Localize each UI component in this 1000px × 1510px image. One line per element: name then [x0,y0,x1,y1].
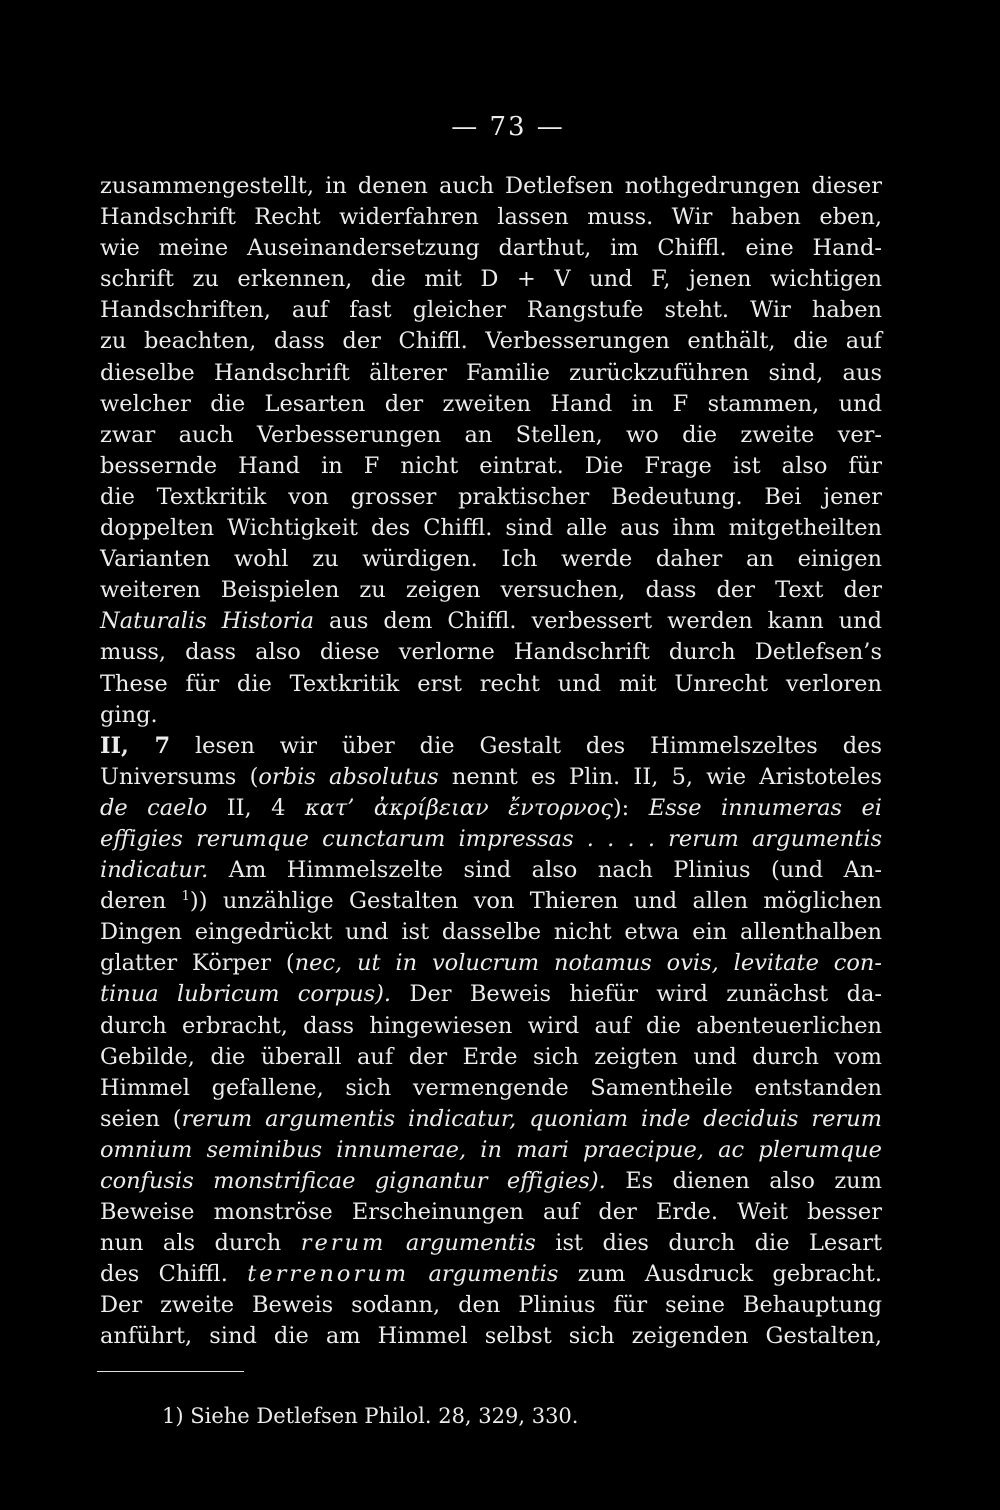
text-segment: Beweise monströse Erscheinungen auf der Erde. Weit besser [100,1199,882,1226]
text-segment: zusammengestellt, in denen auch Detlefsen nothgedrungen dieser [100,173,882,199]
text-line [100,264,882,295]
text-line [100,1321,882,1352]
text-line [100,979,882,1010]
body-text [100,171,882,1353]
text-line [100,1073,882,1104]
text-line [100,1011,882,1042]
text-segment: deren [100,888,182,915]
text-segment: aus dem Chiffl. verbessert werden kann und [314,608,883,635]
text-line [100,606,882,637]
text-segment: Handschriften, auf fast gleicher Rangstufe steht. Wir haben [100,297,882,324]
text-line [100,762,882,793]
styled-text: nec, ut in volucrum notamus ovis, levitate con- [294,950,883,977]
styled-text: κατ’ ἀκρίβειαν ἔντορνος [304,794,613,821]
text-segment: These für die Textkritik erst recht und mit Unrecht verloren [100,670,882,697]
styled-text: effigies rerumque cunctarum impressas . . . . rerum argumentis [100,825,882,852]
styled-text: rerum argumentis indicatur, quoniam inde deciduis rerum [181,1105,883,1132]
text-line [100,233,882,264]
styled-text: orbis absolutus [258,763,439,790]
styled-text: 1 [181,889,190,905]
text-line [100,886,882,917]
text-segment: )) unzählige Gestalten von Thieren und allen möglichen [189,888,883,915]
text-segment: weiteren Beispielen zu zeigen versuchen, dass der Text der [100,577,882,604]
text-line [100,731,882,762]
text-segment: zu beachten, dass der Chiffl. Verbesserungen enthält, die auf [100,328,882,355]
styled-text: indicatur. [100,857,209,884]
text-segment: ): [612,794,649,821]
text-segment: durch erbracht, dass hingewiesen wird auf die abenteuerlichen [100,1012,882,1039]
text-segment: lesen wir über die Gestalt des Himmelszeltes des [170,732,882,759]
text-segment: zwar auch Verbesserungen an Stellen, wo die zweite ver- [100,421,882,448]
styled-text: tinua lubricum corpus). [100,981,392,1008]
styled-text: omnium seminibus innumerae, in mari praecipue, ac plerumque [100,1136,882,1163]
text-line [100,1042,882,1073]
styled-text: confusis monstrificae gignantur effigies). [100,1168,606,1194]
styled-text: de caelo [100,794,208,821]
text-segment: Varianten wohl zu würdigen. Ich werde daher an einigen [100,546,882,573]
text-segment [409,1261,428,1287]
text-segment: Himmel gefallene, sich vermengende Samentheile entstanden [100,1074,882,1101]
text-segment [386,1230,405,1256]
text-line [100,295,882,326]
text-segment: Handschrift Recht widerfahren lassen muss. Wir haben eben, [100,204,882,231]
text-line [100,1259,882,1290]
text-line [100,637,882,668]
text-line [100,451,882,482]
text-segment: seien ( [100,1105,182,1132]
text-line [100,358,882,389]
styled-text: II, 7 [100,732,171,759]
text-segment: II, 4 [207,794,305,821]
text-line [100,326,882,357]
text-line [100,1290,882,1321]
text-segment: bessernde Hand in F nicht eintrat. Die Frage ist also für [100,452,882,479]
text-segment: ging. [100,701,158,728]
text-line [100,389,882,420]
text-line [100,669,882,700]
text-segment: nun als durch [100,1230,301,1257]
text-line [100,1228,882,1259]
page-number: — 73 — [451,112,565,142]
text-line [100,544,882,575]
text-line [100,575,882,606]
text-segment: wie meine Auseinandersetzung darthut, im Chiffl. eine Hand- [100,235,882,262]
text-segment: anführt, sind die am Himmel selbst sich zeigenden Gestalten, [100,1323,882,1350]
text-segment: muss, dass also diese verlorne Handschrift durch Detlefsen’s [100,639,882,666]
text-segment: dieselbe Handschrift älterer Familie zurückzuführen sind, aus [100,359,882,386]
text-segment: Universums ( [100,763,259,790]
text-line [100,917,882,948]
text-line [100,202,882,233]
text-line [100,700,882,731]
text-line [100,793,882,824]
text-line [100,482,882,513]
text-line [100,855,882,886]
text-line [100,513,882,544]
text-segment: die Textkritik von grosser praktischer Bedeutung. Bei jener [100,483,882,510]
styled-text: Naturalis Historia [100,608,315,635]
text-segment: des Chiffl. [100,1261,248,1288]
footnote-rule [97,1371,244,1372]
text-segment: Der Beweis hiefür wird zunächst da- [391,981,882,1008]
text-segment: Dingen eingedrückt und ist dasselbe nicht etwa ein allenthalben [100,919,882,946]
styled-text: rerum [300,1230,387,1257]
text-segment: welcher die Lesarten der zweiten Hand in F stammen, und [100,390,882,417]
text-line [100,1197,882,1228]
text-segment: Der zweite Beweis sodann, den Plinius für seine Behauptung [100,1292,882,1319]
text-segment: ist dies durch die Lesart [535,1230,882,1257]
text-line [100,1135,882,1166]
styled-text: Esse innumeras ei [648,794,882,821]
text-segment: nennt es Plin. II, 5, wie Aristoteles [438,763,882,790]
text-segment: Es dienen also zum [605,1168,883,1194]
text-segment: Gebilde, die überall auf der Erde sich zeigten und durch vom [100,1043,882,1070]
text-line [100,948,882,979]
text-segment: doppelten Wichtigkeit des Chiffl. sind alle aus ihm mitgetheilten [100,515,882,542]
text-line [100,1104,882,1135]
text-line [100,1166,882,1197]
text-segment: glatter Körper ( [100,950,295,977]
styled-text: argumentis [405,1230,536,1257]
text-segment: Am Himmelszelte sind also nach Plinius (und An- [208,857,882,884]
text-line [100,824,882,855]
text-line [100,420,882,451]
styled-text: terrenorum [247,1261,410,1288]
styled-text: argumentis [428,1261,559,1288]
footnote: 1) Siehe Detlefsen Philol. 28, 329, 330. [162,1404,579,1428]
text-segment: zum Ausdruck gebracht. [558,1261,882,1288]
text-line [100,171,882,202]
text-segment: schrift zu erkennen, die mit D + V und F, jenen wichtigen [100,266,882,293]
